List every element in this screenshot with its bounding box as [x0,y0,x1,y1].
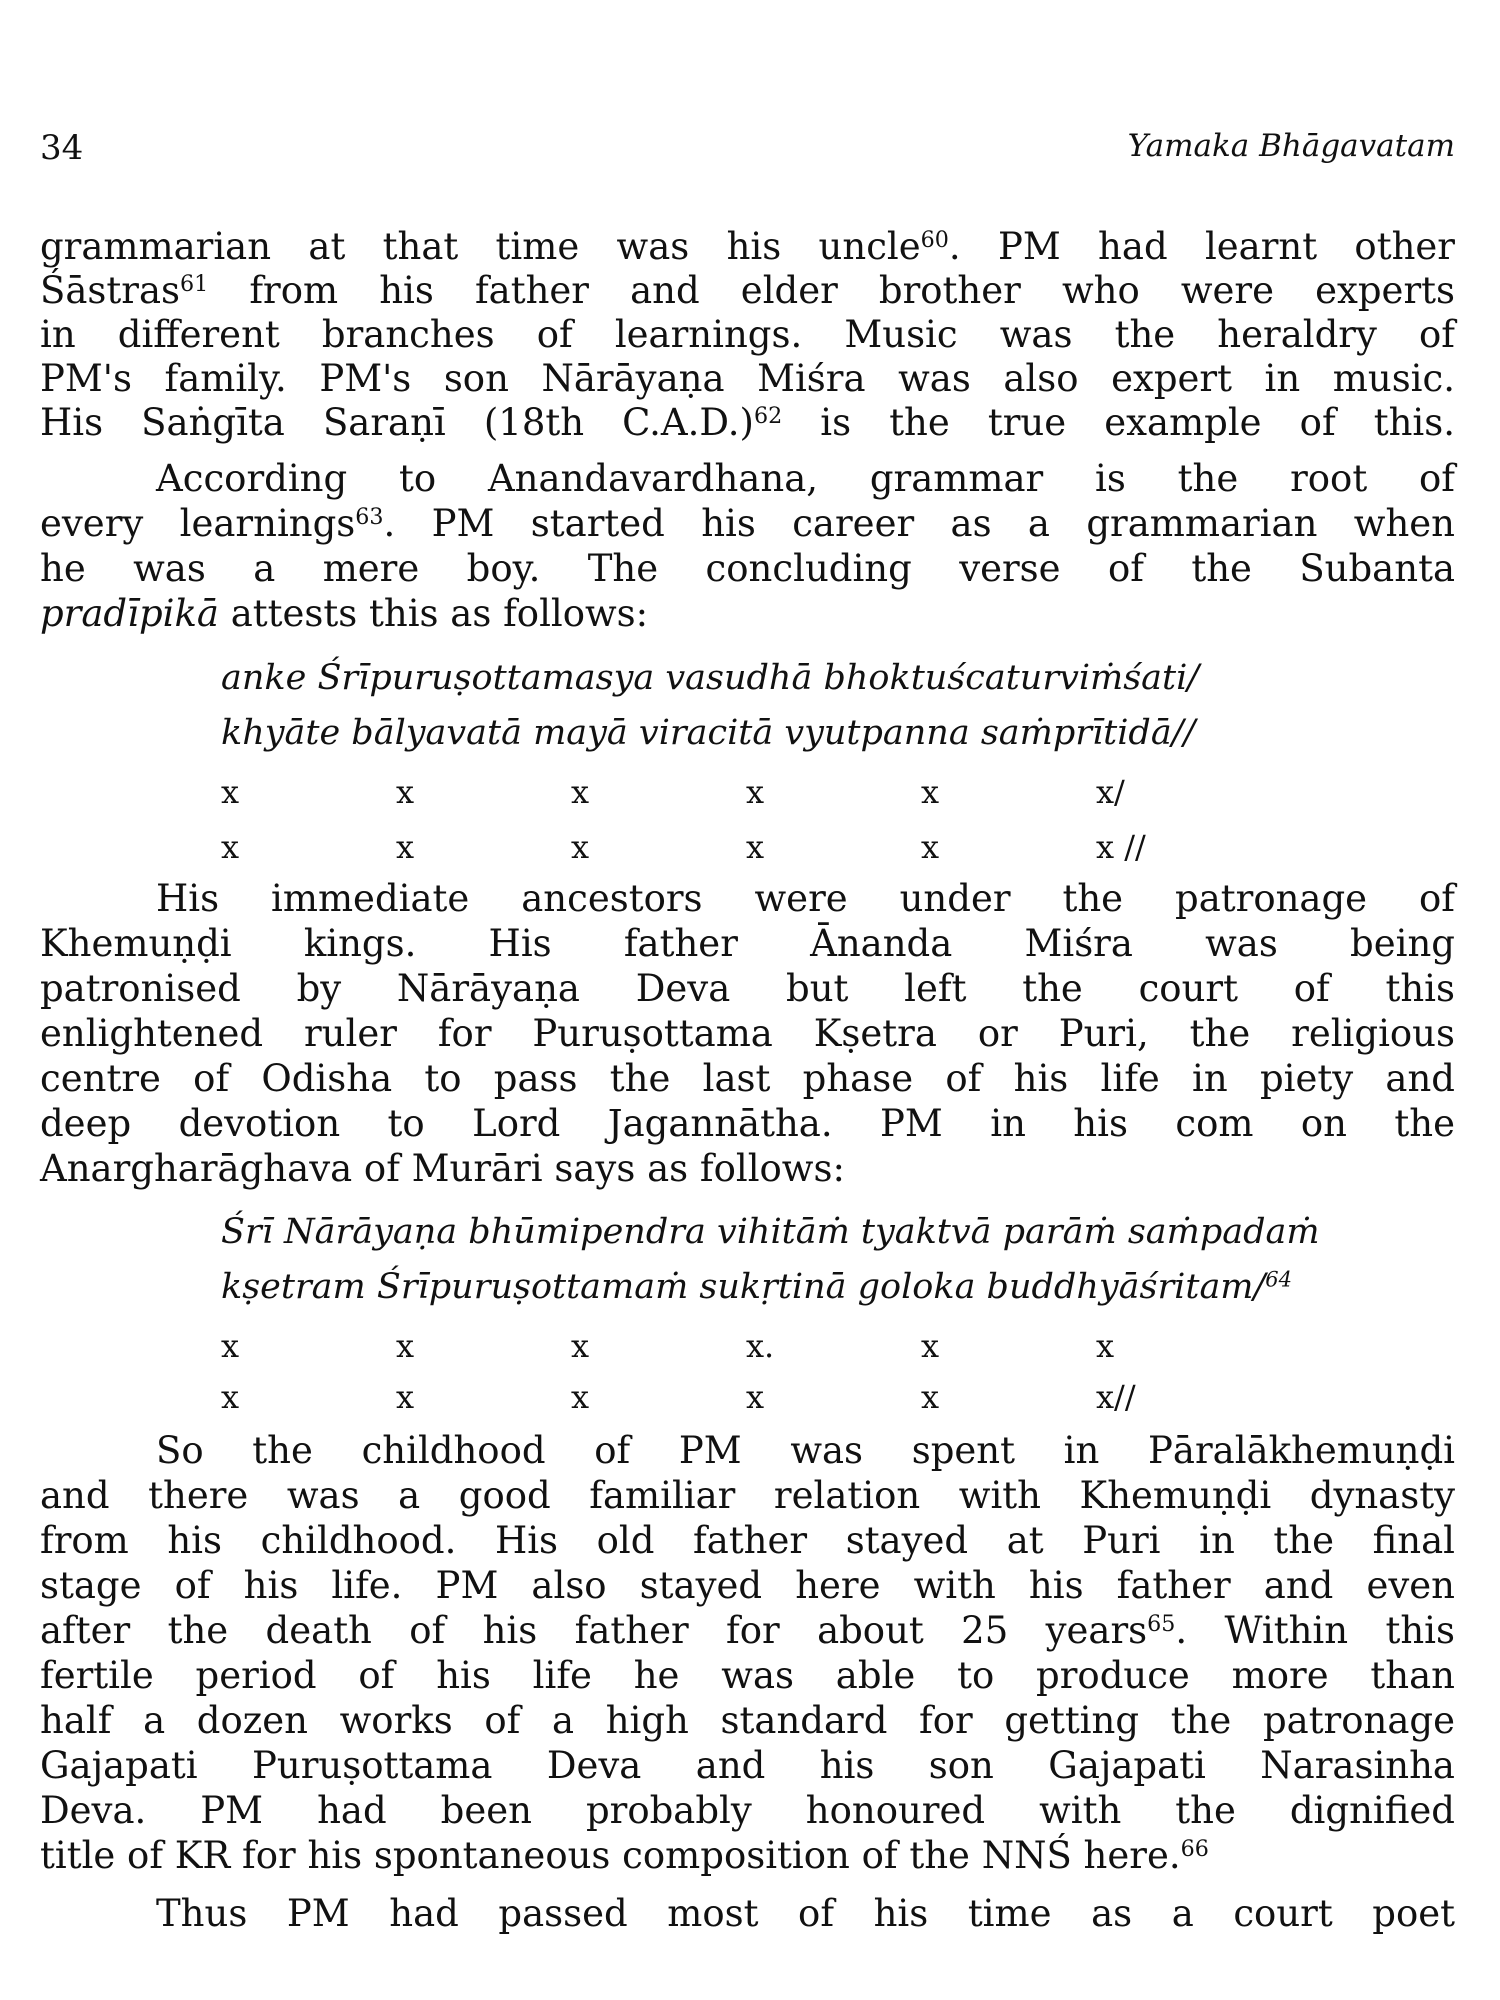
ellipsis-mark: x [746,828,765,866]
text-line: PM's family. PM's son Nārāyaṇa Miśra was also expert in music. [40,357,1455,400]
text-line: His immediate ancestors were under the patronage of [156,877,1455,920]
text-line: Gajapati Puruṣottama Deva and his son Gajapati Narasinha [40,1744,1455,1787]
text-line: centre of Odisha to pass the last phase of his life in piety and [40,1057,1455,1100]
text-line: in different branches of learnings. Music was the heraldry of [40,313,1455,356]
ellipsis-mark: x [571,1327,590,1365]
text-line: from his childhood. His old father stayed at Puri in the final [40,1519,1455,1562]
ellipsis-mark: x [221,828,240,866]
text-line: stage of his life. PM also stayed here with his father and even [40,1564,1455,1607]
text-line: after the death of his father for about 25 years$^{65}$. Within this [40,1609,1455,1652]
text-line: So the childhood of PM was spent in Pāralākhemuṇḍi [156,1429,1455,1472]
ellipsis-mark: x [396,1378,415,1416]
text-line: Deva. PM had been probably honoured with the dignified [40,1789,1455,1832]
footnote-ref: 62 [753,402,783,429]
ellipsis-mark: x [571,828,590,866]
ellipsis-mark: x [221,1327,240,1365]
ellipsis-mark: x [571,773,590,811]
ellipsis-mark: x. [746,1327,775,1365]
ellipsis-mark: x [396,1327,415,1365]
ellipsis-mark: x [571,1378,590,1416]
ellipsis-mark: x // [1096,828,1146,866]
page-number: 34 [40,128,84,168]
page-header [40,128,1455,178]
text-line: grammarian at that time was his uncle$^{60}$. PM had learnt other [40,225,1455,268]
ellipsis-mark: x [921,1327,940,1365]
text-line: Khemuṇḍi kings. His father Ānanda Miśra was being [40,922,1455,965]
text-line: Anargharāghava of Murāri says as follows: [40,1147,845,1190]
verse-line: kṣetram Śrīpuruṣottamaṁ sukṛtinā goloka buddhyāśritam/$^{64}$ [221,1267,1293,1307]
ellipsis-row [221,1378,1221,1418]
ellipsis-mark: x [1096,1327,1115,1365]
ellipsis-mark: x [221,773,240,811]
text-line: Śāstras$^{61}$ from his father and elder brother who were experts [40,269,1455,312]
footnote-ref: 63 [355,503,384,530]
text-line: deep devotion to Lord Jagannātha. PM in his com on the [40,1102,1455,1145]
text-line: half a dozen works of a high standard for getting the patronage [40,1699,1455,1742]
text-line: he was a mere boy. The concluding verse of the Subanta [40,547,1455,590]
footnote-ref: 60 [920,226,949,253]
ellipsis-mark: x/ [1096,773,1125,811]
verse-line: anke Śrīpuruṣottamasya vasudhā bhoktuścaturviṁśati/ [221,658,1200,698]
text-line: Thus PM had passed most of his time as a court poet [156,1892,1455,1935]
ellipsis-mark: x [921,828,940,866]
footnote-ref: 66 [1180,1835,1209,1862]
text-line: patronised by Nārāyaṇa Deva but left the court of this [40,967,1455,1010]
ellipsis-mark: x [921,773,940,811]
text-line: fertile period of his life he was able to produce more than [40,1654,1455,1697]
running-title: Yamaka Bhāgavatam [1127,128,1455,164]
footnote-ref: 64 [1265,1267,1293,1292]
footnote-ref: 61 [180,270,209,297]
ellipsis-row [221,773,1221,813]
ellipsis-row [221,828,1221,868]
text-line: His Saṅgīta Saraṇī (18th C.A.D.)$^{62}$ is the true example of this. [40,401,1456,444]
ellipsis-mark: x [746,1378,765,1416]
text-line: title of KR for his spontaneous composition of the NNŚ here.$^{66}$ [40,1834,1209,1877]
ellipsis-mark: x [396,773,415,811]
ellipsis-mark: x// [1096,1378,1136,1416]
verse-line: khyāte bālyavatā mayā viracitā vyutpanna saṁprītidā// [221,713,1196,753]
text-line: pradīpikā attests this as follows: [40,592,649,635]
text-line: enlightened ruler for Puruṣottama Kṣetra or Puri, the religious [40,1012,1455,1055]
verse-line: Śrī Nārāyaṇa bhūmipendra vihitāṁ tyaktvā parāṁ saṁpadaṁ [221,1212,1320,1252]
footnote-ref: 65 [1147,1610,1176,1637]
ellipsis-mark: x [921,1378,940,1416]
text-line: every learnings$^{63}$. PM started his career as a grammarian when [40,502,1455,545]
ellipsis-mark: x [221,1378,240,1416]
text-line: According to Anandavardhana, grammar is the root of [156,457,1455,500]
ellipsis-row [221,1327,1221,1367]
ellipsis-mark: x [396,828,415,866]
ellipsis-mark: x [746,773,765,811]
text-line: and there was a good familiar relation with Khemuṇḍi dynasty [40,1474,1455,1517]
